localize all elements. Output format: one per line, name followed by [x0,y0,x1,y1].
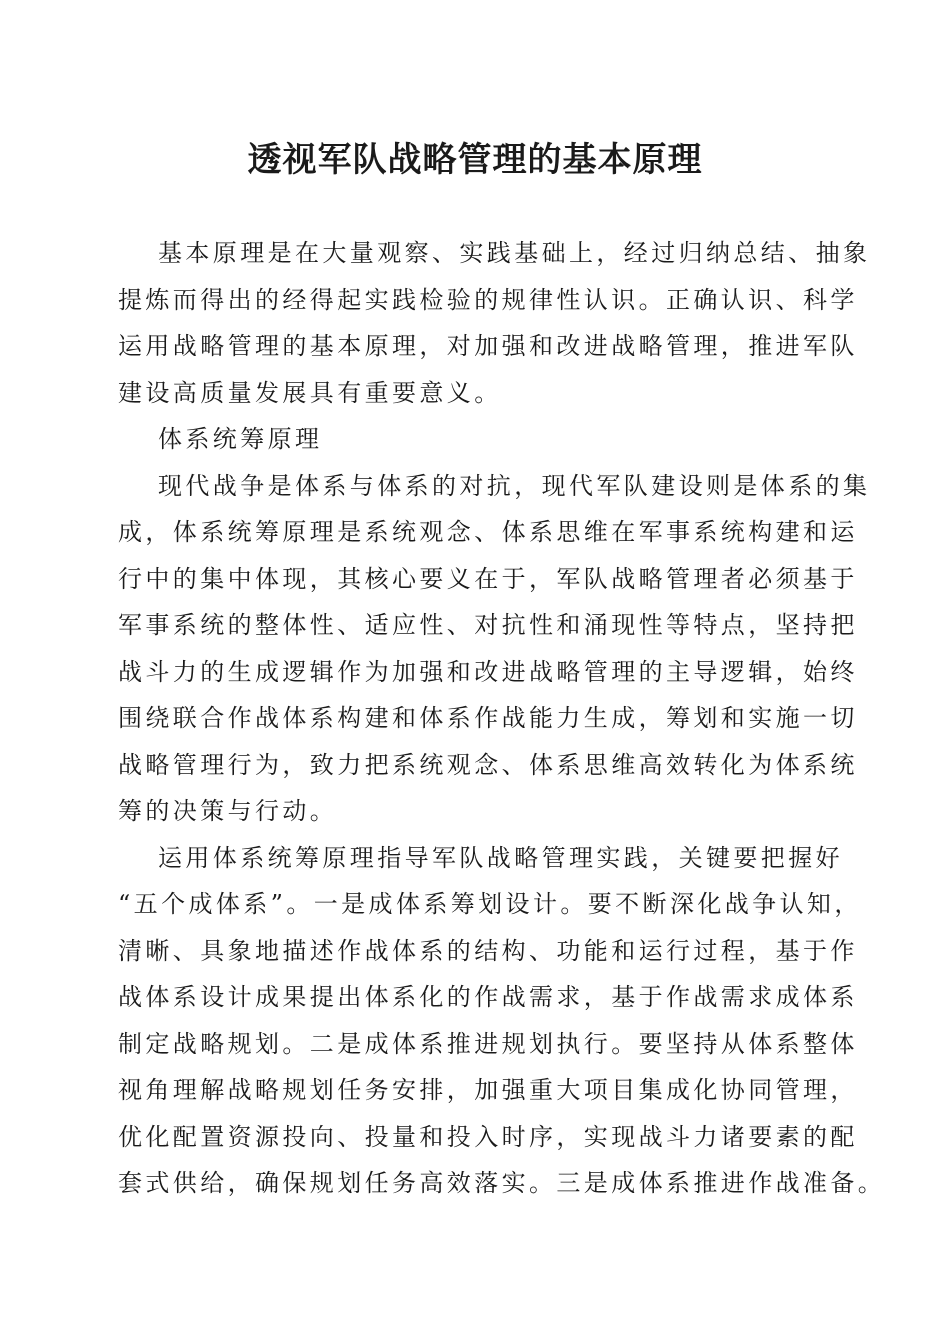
paragraph-line: 制定战略规划。二是成体系推进规划执行。要坚持从体系整体 [118,1029,858,1058]
paragraph-line: 套式供给，确保规划任务高效落实。三是成体系推进作战准备。 [118,1169,886,1197]
paragraph-line: 成，体系统筹原理是系统观念、体系思维在军事系统构建和运 [118,518,858,546]
document-body [118,230,886,1207]
paragraph-line: 运用体系统筹原理指导军队战略管理实践，关键要把握好 [158,843,843,872]
paragraph-line: 行中的集中体现，其核心要义在于，军队战略管理者必须基于 [118,564,858,593]
paragraph-line: 提炼而得出的经得起实践检验的规律性认识。正确认识、科学 [118,285,858,314]
paragraph-line: 战略管理行为，致力把系统观念、体系思维高效转化为体系统 [118,750,858,779]
paragraph-line: 战体系设计成果提出体系化的作战需求，基于作战需求成体系 [118,983,858,1011]
paragraph-line: 筹的决策与行动。 [118,797,338,825]
paragraph-line: 建设高质量发展具有重要意义。 [118,378,502,407]
paragraph-line: 运用战略管理的基本原理，对加强和改进战略管理，推进军队 [118,332,858,360]
paragraph-line: 军事系统的整体性、适应性、对抗性和涌现性等特点，坚持把 [118,611,858,639]
paragraph-line: “五个成体系”。一是成体系筹划设计。要不断深化战争认知， [118,890,862,918]
paragraph-line: 视角理解战略规划任务安排，加强重大项目集成化协同管理， [118,1076,858,1104]
paragraph-line: 现代战争是体系与体系的对抗，现代军队建设则是体系的集 [158,471,871,500]
paragraph-line: 战斗力的生成逻辑作为加强和改进战略管理的主导逻辑，始终 [118,657,858,686]
section-heading: 体系统筹原理 [158,425,323,453]
paragraph-line: 清晰、具象地描述作战体系的结构、功能和运行过程，基于作 [118,936,858,965]
paragraph-line: 优化配置资源投向、投量和投入时序，实现战斗力诸要素的配 [118,1122,858,1151]
paragraph-line: 围绕联合作战体系构建和体系作战能力生成，筹划和实施一切 [118,704,858,732]
paragraph-line: 基本原理是在大量观察、实践基础上，经过归纳总结、抽象 [158,239,871,267]
document-title: 透视军队战略管理的基本原理 [247,140,703,180]
